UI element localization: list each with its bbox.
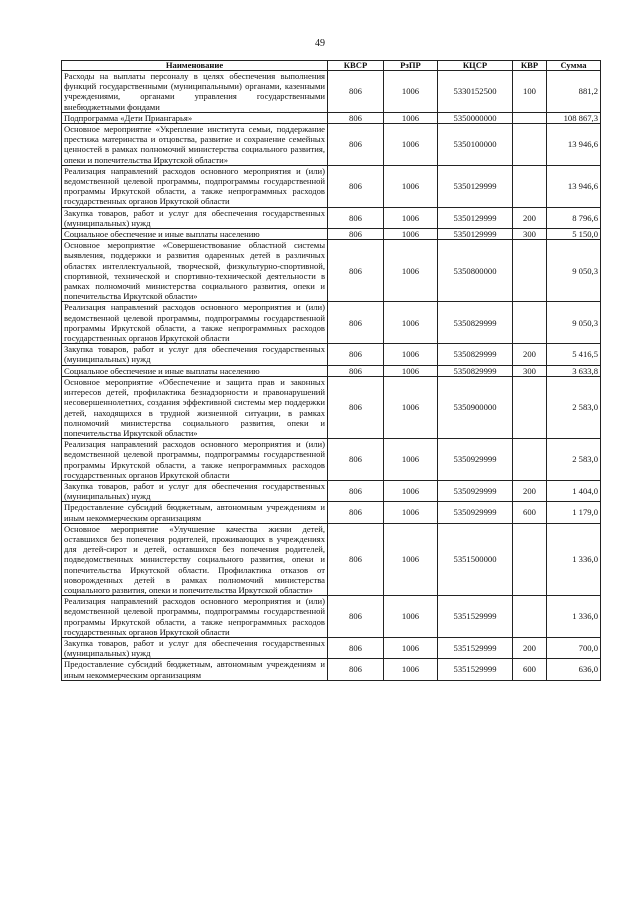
- cell-kvr: 600: [513, 502, 547, 523]
- cell-name: Подпрограмма «Дети Приангарья»: [62, 112, 328, 123]
- cell-sum: 13 946,6: [547, 165, 601, 207]
- cell-rzpr: 1006: [384, 596, 438, 638]
- cell-sum: 1 336,0: [547, 523, 601, 595]
- table-row: [62, 207, 601, 228]
- table-row: [62, 344, 601, 365]
- header-name: Наименование: [62, 61, 328, 71]
- cell-rzpr: 1006: [384, 229, 438, 240]
- cell-kcsr: 5351529999: [438, 659, 513, 680]
- cell-kvsr: 806: [328, 124, 384, 166]
- cell-name: Расходы на выплаты персоналу в целях обеспечения выполнения функций государственными (муниципальными) органами, казенными учреждениями, органами управления государственными внебюджетными фондами: [62, 71, 328, 113]
- table-row: [62, 124, 601, 166]
- cell-kvr: 200: [513, 637, 547, 658]
- cell-rzpr: 1006: [384, 112, 438, 123]
- cell-kvsr: 806: [328, 502, 384, 523]
- cell-kcsr: 5351529999: [438, 637, 513, 658]
- cell-name: Предоставление субсидий бюджетным, автономным учреждениям и иным некоммерческим организациям: [62, 659, 328, 680]
- cell-kvsr: 806: [328, 229, 384, 240]
- budget-table: [61, 60, 601, 681]
- cell-kvsr: 806: [328, 439, 384, 481]
- cell-kvsr: 806: [328, 112, 384, 123]
- table-row: [62, 229, 601, 240]
- table-row: [62, 637, 601, 658]
- cell-kcsr: 5350000000: [438, 112, 513, 123]
- cell-sum: 636,0: [547, 659, 601, 680]
- table-row: [62, 480, 601, 501]
- cell-rzpr: 1006: [384, 480, 438, 501]
- cell-kvr: [513, 124, 547, 166]
- table-header-row: [62, 61, 601, 71]
- cell-name: Закупка товаров, работ и услуг для обеспечения государственных (муниципальных) нужд: [62, 207, 328, 228]
- table-row: [62, 165, 601, 207]
- cell-sum: 1 336,0: [547, 596, 601, 638]
- cell-kvr: [513, 240, 547, 302]
- table-row: [62, 523, 601, 595]
- cell-sum: 2 583,0: [547, 439, 601, 481]
- cell-sum: 5 416,5: [547, 344, 601, 365]
- cell-sum: 9 050,3: [547, 240, 601, 302]
- header-rzpr: РзПР: [384, 61, 438, 71]
- cell-sum: 2 583,0: [547, 376, 601, 438]
- header-kvr: КВР: [513, 61, 547, 71]
- cell-kvsr: 806: [328, 376, 384, 438]
- table-row: [62, 659, 601, 680]
- cell-sum: 8 796,6: [547, 207, 601, 228]
- table-row: [62, 439, 601, 481]
- cell-kvr: [513, 523, 547, 595]
- cell-kvr: [513, 165, 547, 207]
- cell-kcsr: 5350929999: [438, 439, 513, 481]
- cell-kvsr: 806: [328, 659, 384, 680]
- cell-name: Предоставление субсидий бюджетным, автономным учреждениям и иным некоммерческим организациям: [62, 502, 328, 523]
- cell-kcsr: 5350129999: [438, 229, 513, 240]
- cell-name: Закупка товаров, работ и услуг для обеспечения государственных (муниципальных) нужд: [62, 480, 328, 501]
- cell-rzpr: 1006: [384, 502, 438, 523]
- cell-rzpr: 1006: [384, 523, 438, 595]
- cell-sum: 700,0: [547, 637, 601, 658]
- cell-kvr: [513, 376, 547, 438]
- cell-kvsr: 806: [328, 71, 384, 113]
- table-row: [62, 596, 601, 638]
- cell-kvr: 200: [513, 344, 547, 365]
- cell-name: Реализация направлений расходов основного мероприятия и (или) ведомственной целевой программы, подпрограммы государственной программы Иркутской области, а также непрограммных расходов государственных органов Иркутской области: [62, 165, 328, 207]
- cell-kcsr: 5350929999: [438, 502, 513, 523]
- cell-rzpr: 1006: [384, 365, 438, 376]
- cell-kcsr: 5350900000: [438, 376, 513, 438]
- cell-sum: 881,2: [547, 71, 601, 113]
- cell-rzpr: 1006: [384, 165, 438, 207]
- cell-name: Основное мероприятие «Совершенствование областной системы выявления, поддержки и развития одаренных детей в различных областях интеллектуальной, творческой, физкультурно-спортивной, спортивной, технической и спортивно-технической деятельности в рамках полномочий министерства социального развития, опеки и попечительства Иркутской области»: [62, 240, 328, 302]
- cell-rzpr: 1006: [384, 344, 438, 365]
- table-row: [62, 365, 601, 376]
- cell-kvsr: 806: [328, 344, 384, 365]
- cell-kcsr: 5350129999: [438, 165, 513, 207]
- cell-name: Реализация направлений расходов основного мероприятия и (или) ведомственной целевой программы, подпрограммы государственной программы Иркутской области, а также непрограммных расходов государственных органов Иркутской области: [62, 302, 328, 344]
- cell-kvr: 100: [513, 71, 547, 113]
- cell-kcsr: 5350829999: [438, 365, 513, 376]
- cell-sum: 1 179,0: [547, 502, 601, 523]
- header-kcsr: КЦСР: [438, 61, 513, 71]
- table-row: [62, 302, 601, 344]
- cell-name: Закупка товаров, работ и услуг для обеспечения государственных (муниципальных) нужд: [62, 637, 328, 658]
- page-number: 49: [315, 38, 325, 49]
- cell-kvr: 600: [513, 659, 547, 680]
- cell-kvr: 200: [513, 480, 547, 501]
- cell-sum: 108 867,3: [547, 112, 601, 123]
- cell-kvr: [513, 302, 547, 344]
- cell-sum: 13 946,6: [547, 124, 601, 166]
- cell-kvr: 200: [513, 207, 547, 228]
- cell-rzpr: 1006: [384, 240, 438, 302]
- cell-name: Закупка товаров, работ и услуг для обеспечения государственных (муниципальных) нужд: [62, 344, 328, 365]
- cell-kvsr: 806: [328, 365, 384, 376]
- cell-name: Основное мероприятие «Улучшение качества жизни детей, оставшихся без попечения родителей, проживающих в учреждениях для детей-сирот и детей, оставшихся без попечения родителей, подведомственных министерству социального развития, опеки и попечительства Иркутской области. Профилактика отказов от новорожденных детей в рамках полномочий министерства социального развития, опеки и попечительства Иркутской области»: [62, 523, 328, 595]
- cell-kcsr: 5350800000: [438, 240, 513, 302]
- cell-kvr: [513, 112, 547, 123]
- table-row: [62, 502, 601, 523]
- cell-sum: 5 150,0: [547, 229, 601, 240]
- cell-name: Социальное обеспечение и иные выплаты населению: [62, 229, 328, 240]
- table-row: [62, 112, 601, 123]
- cell-kcsr: 5350829999: [438, 302, 513, 344]
- cell-kvsr: 806: [328, 240, 384, 302]
- cell-rzpr: 1006: [384, 124, 438, 166]
- cell-kcsr: 5350100000: [438, 124, 513, 166]
- cell-name: Реализация направлений расходов основного мероприятия и (или) ведомственной целевой программы, подпрограммы государственной программы Иркутской области, а также непрограммных расходов государственных органов Иркутской области: [62, 439, 328, 481]
- cell-kcsr: 5350929999: [438, 480, 513, 501]
- cell-kvsr: 806: [328, 637, 384, 658]
- table-row: [62, 240, 601, 302]
- cell-kvsr: 806: [328, 480, 384, 501]
- cell-kcsr: 5351529999: [438, 596, 513, 638]
- cell-kvsr: 806: [328, 207, 384, 228]
- cell-sum: 1 404,0: [547, 480, 601, 501]
- cell-kvr: [513, 439, 547, 481]
- cell-kvsr: 806: [328, 523, 384, 595]
- cell-rzpr: 1006: [384, 71, 438, 113]
- header-kvsr: КВСР: [328, 61, 384, 71]
- cell-sum: 3 633,8: [547, 365, 601, 376]
- cell-rzpr: 1006: [384, 439, 438, 481]
- cell-rzpr: 1006: [384, 302, 438, 344]
- cell-kvsr: 806: [328, 596, 384, 638]
- cell-kvr: [513, 596, 547, 638]
- header-sum: Сумма: [547, 61, 601, 71]
- cell-rzpr: 1006: [384, 659, 438, 680]
- cell-name: Социальное обеспечение и иные выплаты населению: [62, 365, 328, 376]
- cell-rzpr: 1006: [384, 376, 438, 438]
- cell-kvsr: 806: [328, 165, 384, 207]
- cell-rzpr: 1006: [384, 637, 438, 658]
- cell-sum: 9 050,3: [547, 302, 601, 344]
- cell-name: Основное мероприятие «Обеспечение и защита прав и законных интересов детей, профилактика безнадзорности и правонарушений несовершеннолетних, создания эффективной системы мер поддержки детей, находящихся в трудной жизненной ситуации, в рамках полномочий министерства социального развития, опеки и попечительства Иркутской области»: [62, 376, 328, 438]
- table-row: [62, 376, 601, 438]
- cell-kcsr: 5351500000: [438, 523, 513, 595]
- cell-name: Реализация направлений расходов основного мероприятия и (или) ведомственной целевой программы, подпрограммы государственной программы Иркутской области, а также непрограммных расходов государственных органов Иркутской области: [62, 596, 328, 638]
- table-row: [62, 71, 601, 113]
- cell-rzpr: 1006: [384, 207, 438, 228]
- cell-kvr: 300: [513, 229, 547, 240]
- cell-kvsr: 806: [328, 302, 384, 344]
- cell-kvr: 300: [513, 365, 547, 376]
- cell-name: Основное мероприятие «Укрепление института семьи, поддержание престижа материнства и отцовства, развитие и сохранение семейных ценностей в рамках полномочий министерства социального развития, опеки и попечительства Иркутской области»: [62, 124, 328, 166]
- cell-kcsr: 5350829999: [438, 344, 513, 365]
- table-body: [62, 71, 601, 681]
- cell-kcsr: 5350129999: [438, 207, 513, 228]
- cell-kcsr: 5330152500: [438, 71, 513, 113]
